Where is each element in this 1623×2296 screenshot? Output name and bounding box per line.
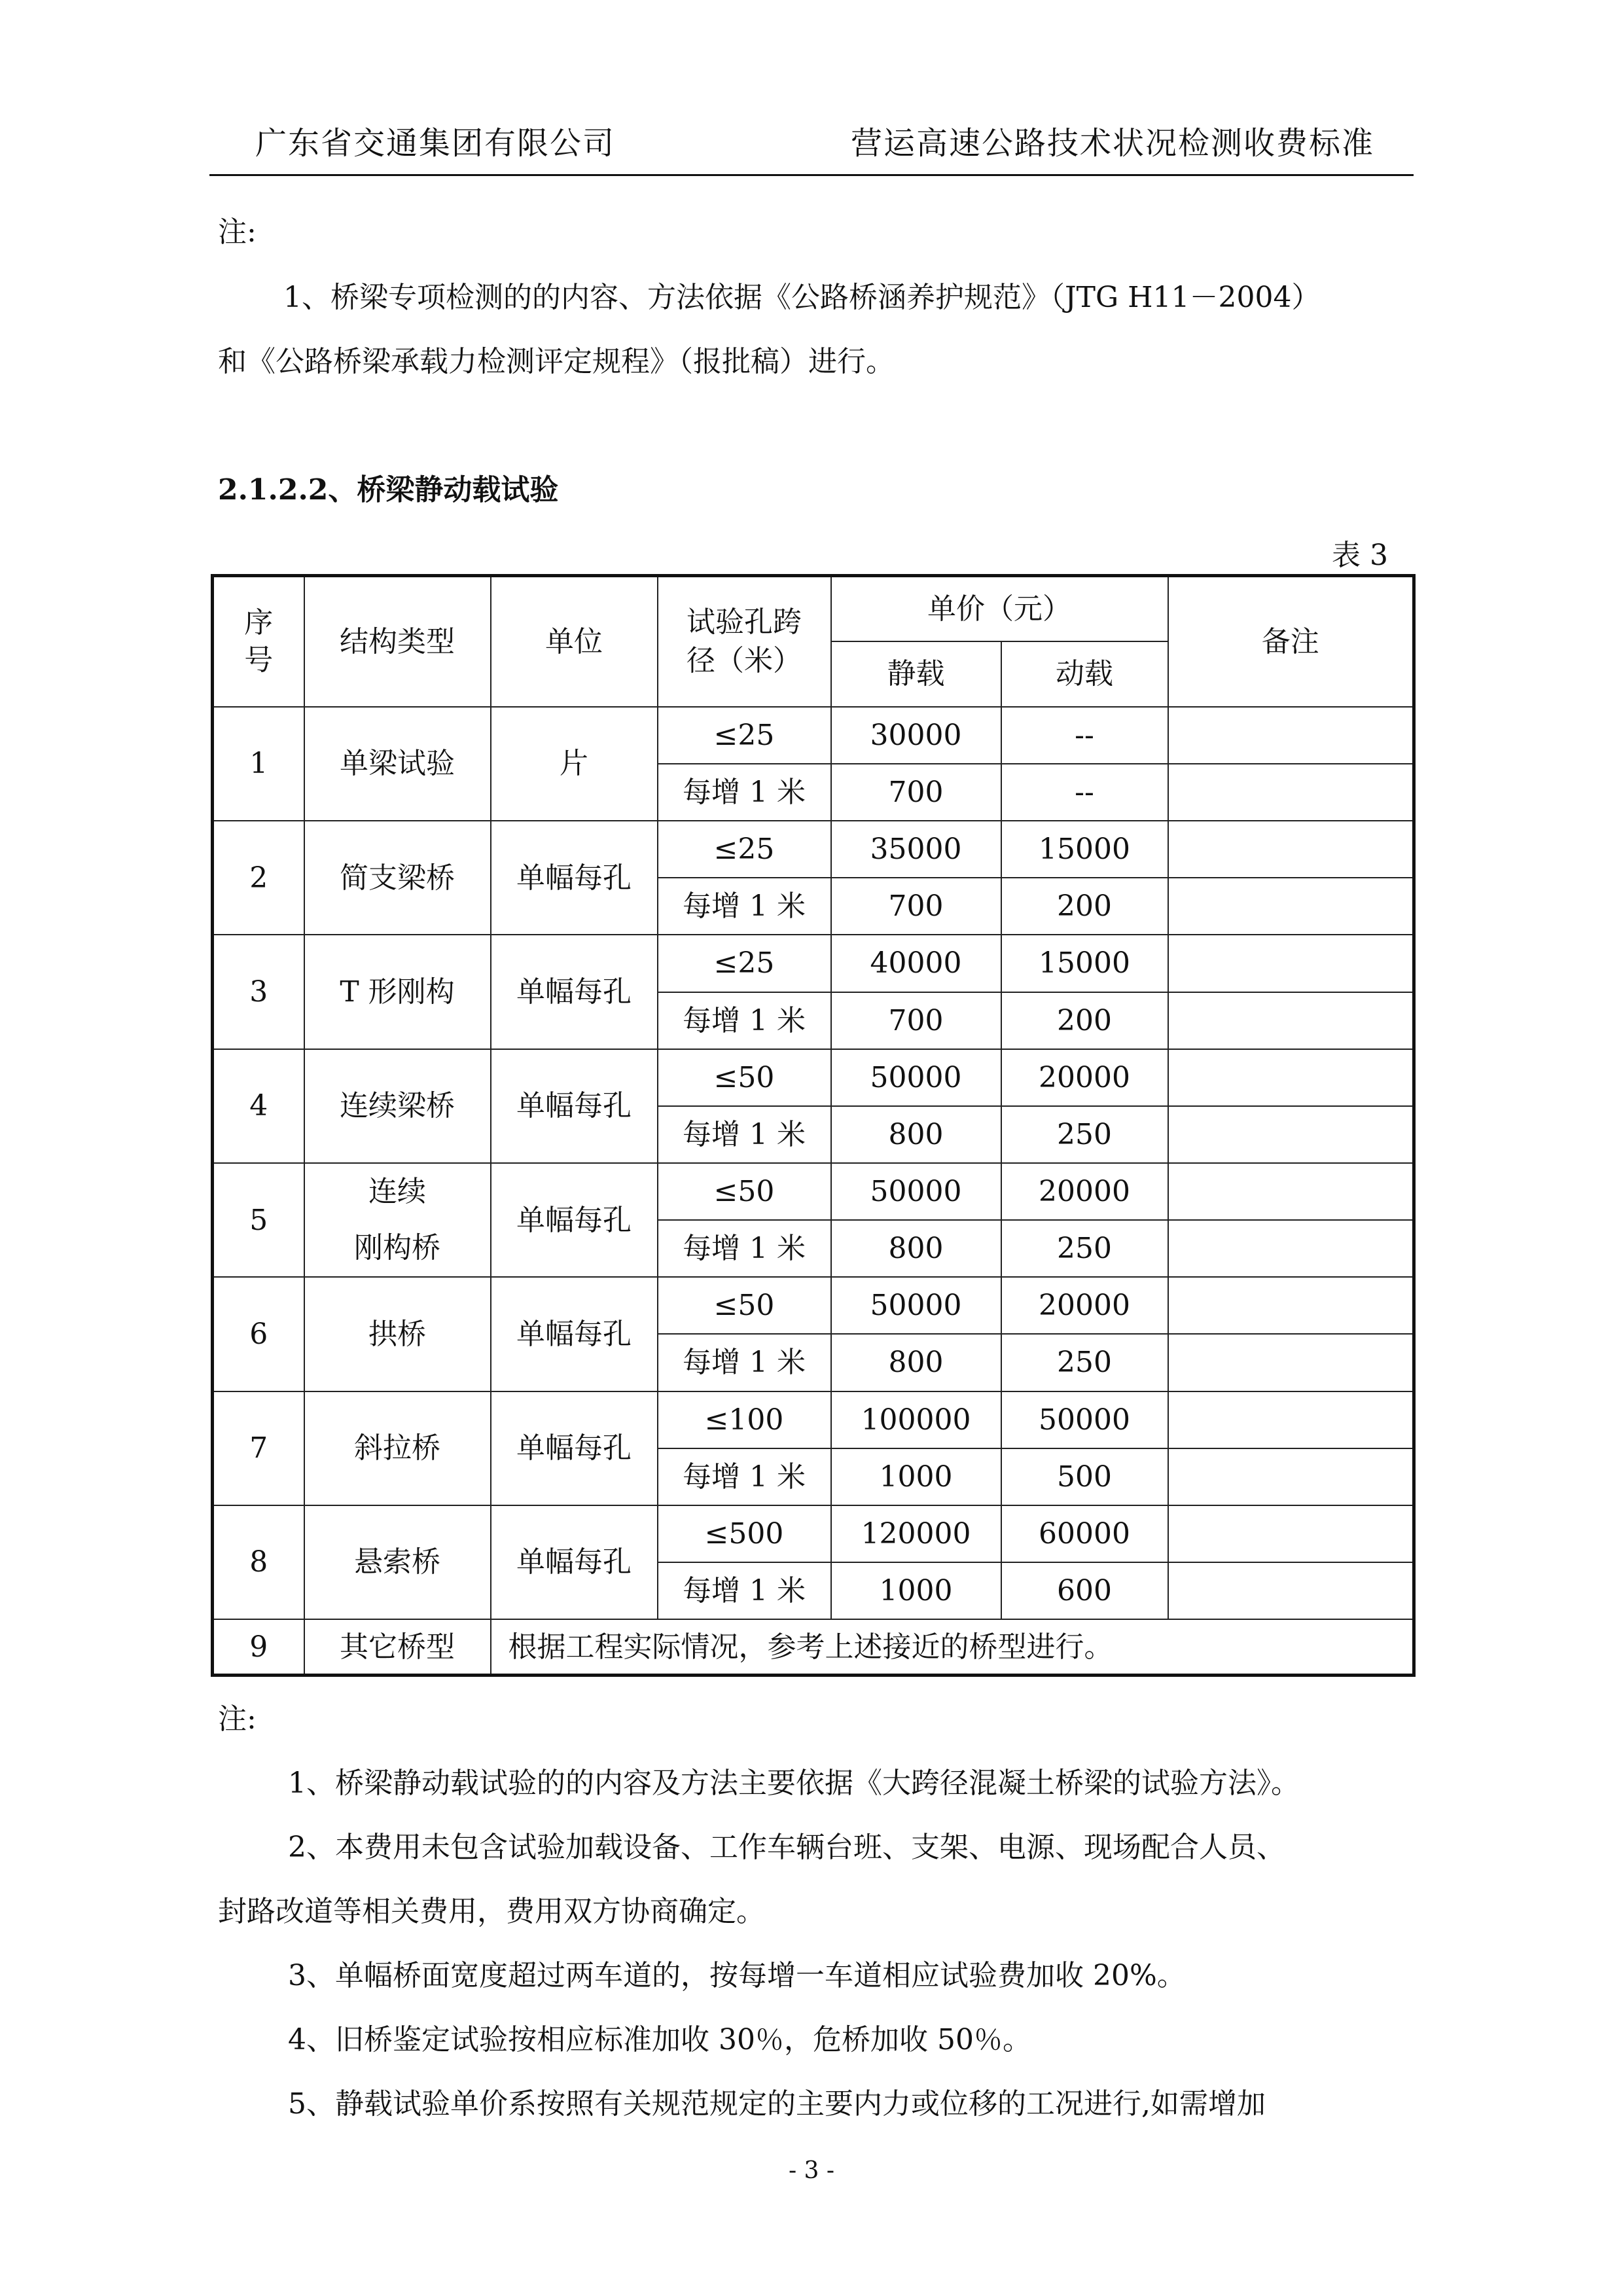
row-remark bbox=[1168, 1277, 1414, 1334]
header-document-title: 营运高速公路技术状况检测收费标准 bbox=[850, 125, 1374, 162]
table-row bbox=[213, 935, 1414, 992]
row-remark bbox=[1168, 992, 1414, 1049]
row-span-base: ≤25 bbox=[658, 935, 831, 992]
row-span-increment: 每增 1 米 bbox=[658, 1334, 831, 1391]
bottom-note-1: 1、桥梁静动载试验的的内容及方法主要依据《大跨径混凝土桥梁的试验方法》。 bbox=[288, 1767, 1300, 1800]
row-structure-type: 简支梁桥 bbox=[304, 821, 491, 935]
row-unit: 片 bbox=[491, 707, 658, 821]
row-static-increment: 800 bbox=[831, 1334, 1001, 1391]
row-static-increment: 800 bbox=[831, 1106, 1001, 1163]
row-unit: 单幅每孔 bbox=[491, 1391, 658, 1505]
row-index: 8 bbox=[213, 1505, 304, 1619]
row-span-increment: 每增 1 米 bbox=[658, 1448, 831, 1505]
row-dynamic-increment: 200 bbox=[1001, 992, 1168, 1049]
row-structure-type: 斜拉桥 bbox=[304, 1391, 491, 1505]
row-span-increment: 每增 1 米 bbox=[658, 1220, 831, 1277]
row-dynamic-base: 60000 bbox=[1001, 1505, 1168, 1562]
table-row bbox=[213, 1049, 1414, 1106]
row-span-increment: 每增 1 米 bbox=[658, 878, 831, 935]
page-header bbox=[209, 110, 1414, 175]
row-dynamic-base: -- bbox=[1001, 707, 1168, 764]
row-static-base: 50000 bbox=[831, 1049, 1001, 1106]
row-span-base: ≤50 bbox=[658, 1277, 831, 1334]
row-remark bbox=[1168, 935, 1414, 992]
row-structure-type: 单梁试验 bbox=[304, 707, 491, 821]
header-organization: 广东省交通集团有限公司 bbox=[255, 125, 616, 162]
bottom-note-5: 5、静载试验单价系按照有关规范规定的主要内力或位移的工况进行,如需增加 bbox=[288, 2087, 1266, 2121]
row-dynamic-increment: 250 bbox=[1001, 1334, 1168, 1391]
row-remark bbox=[1168, 1562, 1414, 1619]
row-index: 9 bbox=[213, 1619, 304, 1675]
row-span-base: ≤50 bbox=[658, 1049, 831, 1106]
row-span-increment: 每增 1 米 bbox=[658, 992, 831, 1049]
row-dynamic-base: 20000 bbox=[1001, 1277, 1168, 1334]
row-index: 1 bbox=[213, 707, 304, 821]
row-dynamic-base: 15000 bbox=[1001, 935, 1168, 992]
row-static-increment: 700 bbox=[831, 764, 1001, 821]
row-static-increment: 1000 bbox=[831, 1562, 1001, 1619]
row-static-base: 35000 bbox=[831, 821, 1001, 878]
header-unit: 单位 bbox=[491, 576, 658, 707]
row-structure-type-line-1: 连续 bbox=[368, 1175, 426, 1209]
bottom-notes-label: 注: bbox=[218, 1702, 257, 1736]
row-static-base: 120000 bbox=[831, 1505, 1001, 1562]
header-static-load: 静载 bbox=[831, 641, 1001, 707]
row-unit: 单幅每孔 bbox=[491, 935, 658, 1049]
row-dynamic-increment: 200 bbox=[1001, 878, 1168, 935]
row-remark bbox=[1168, 1106, 1414, 1163]
row-dynamic-increment: 500 bbox=[1001, 1448, 1168, 1505]
table-row bbox=[213, 1163, 1414, 1220]
row-structure-type: 连续梁桥 bbox=[304, 1049, 491, 1163]
row-span-increment: 每增 1 米 bbox=[658, 1106, 831, 1163]
row-static-base: 50000 bbox=[831, 1277, 1001, 1334]
row-span-base: ≤25 bbox=[658, 821, 831, 878]
table-caption: 表 3 bbox=[1332, 539, 1388, 572]
row-unit: 单幅每孔 bbox=[491, 1505, 658, 1619]
row-span-increment: 每增 1 米 bbox=[658, 1562, 831, 1619]
table-row bbox=[213, 1619, 1414, 1675]
row-index: 5 bbox=[213, 1163, 304, 1277]
table-header-row bbox=[213, 576, 1414, 641]
table-row bbox=[213, 707, 1414, 764]
row-remark bbox=[1168, 821, 1414, 878]
row-index: 2 bbox=[213, 821, 304, 935]
row-static-base: 50000 bbox=[831, 1163, 1001, 1220]
header-unit-price: 单价（元） bbox=[831, 576, 1168, 641]
top-note-1-line-2: 和《公路桥梁承载力检测评定规程》（报批稿）进行。 bbox=[218, 345, 895, 378]
row-static-base: 30000 bbox=[831, 707, 1001, 764]
row-structure-type: 悬索桥 bbox=[304, 1505, 491, 1619]
row-unit: 单幅每孔 bbox=[491, 1163, 658, 1277]
row-remark bbox=[1168, 1163, 1414, 1220]
bottom-note-3: 3、单幅桥面宽度超过两车道的，按每增一车道相应试验费加收 20%。 bbox=[288, 1959, 1186, 1992]
row-span-base: ≤50 bbox=[658, 1163, 831, 1220]
row-structure-type: 其它桥型 bbox=[304, 1619, 491, 1675]
header-index: 序号 bbox=[213, 576, 304, 707]
row-remark bbox=[1168, 1049, 1414, 1106]
row-index: 6 bbox=[213, 1277, 304, 1391]
top-notes-label: 注: bbox=[218, 215, 257, 249]
row-unit: 单幅每孔 bbox=[491, 821, 658, 935]
row-unit: 单幅每孔 bbox=[491, 1049, 658, 1163]
bottom-note-2-line-1: 2、本费用未包含试验加载设备、工作车辆台班、支架、电源、现场配合人员、 bbox=[288, 1831, 1285, 1864]
row-remark bbox=[1168, 707, 1414, 764]
row-static-increment: 800 bbox=[831, 1220, 1001, 1277]
row-structure-type: 拱桥 bbox=[304, 1277, 491, 1391]
row-static-base: 100000 bbox=[831, 1391, 1001, 1448]
table-row bbox=[213, 1391, 1414, 1448]
table-row bbox=[213, 1505, 1414, 1562]
row-remark bbox=[1168, 1391, 1414, 1448]
bottom-note-4: 4、旧桥鉴定试验按相应标准加收 30％，危桥加收 50％。 bbox=[288, 2023, 1031, 2056]
row-structure-type: T 形刚构 bbox=[304, 935, 491, 1049]
row-dynamic-base: 50000 bbox=[1001, 1391, 1168, 1448]
row-remark bbox=[1168, 878, 1414, 935]
header-remark: 备注 bbox=[1168, 576, 1414, 707]
row-span-base: ≤25 bbox=[658, 707, 831, 764]
row-dynamic-increment: 250 bbox=[1001, 1220, 1168, 1277]
row-remark bbox=[1168, 1448, 1414, 1505]
row-dynamic-base: 20000 bbox=[1001, 1049, 1168, 1106]
row-index: 3 bbox=[213, 935, 304, 1049]
row-static-increment: 700 bbox=[831, 992, 1001, 1049]
row-remark bbox=[1168, 1505, 1414, 1562]
section-heading: 2.1.2.2、桥梁静动载试验 bbox=[218, 473, 559, 507]
page-number: - 3 - bbox=[788, 2157, 835, 2184]
row-static-increment: 1000 bbox=[831, 1448, 1001, 1505]
header-rule bbox=[209, 174, 1414, 176]
row-remark bbox=[1168, 1220, 1414, 1277]
row-dynamic-increment: 600 bbox=[1001, 1562, 1168, 1619]
row-span-base: ≤500 bbox=[658, 1505, 831, 1562]
header-structure-type: 结构类型 bbox=[304, 576, 491, 707]
row-structure-type bbox=[304, 1163, 491, 1277]
row-dynamic-base: 15000 bbox=[1001, 821, 1168, 878]
row-structure-type-line-2: 刚构桥 bbox=[354, 1231, 440, 1265]
row-span-base: ≤100 bbox=[658, 1391, 831, 1448]
top-note-1-line-1: 1、桥梁专项检测的的内容、方法依据《公路桥涵养护规范》（JTG H11－2004） bbox=[283, 281, 1321, 314]
row-remark bbox=[1168, 764, 1414, 821]
row-merged-description: 根据工程实际情况，参考上述接近的桥型进行。 bbox=[491, 1619, 1414, 1675]
row-index: 4 bbox=[213, 1049, 304, 1163]
row-remark bbox=[1168, 1334, 1414, 1391]
bridge-load-test-table bbox=[211, 574, 1416, 1677]
row-span-increment: 每增 1 米 bbox=[658, 764, 831, 821]
row-dynamic-increment: 250 bbox=[1001, 1106, 1168, 1163]
row-dynamic-increment: -- bbox=[1001, 764, 1168, 821]
table-row bbox=[213, 821, 1414, 878]
row-index: 7 bbox=[213, 1391, 304, 1505]
bottom-note-2-line-2: 封路改道等相关费用，费用双方协商确定。 bbox=[218, 1895, 765, 1928]
row-static-base: 40000 bbox=[831, 935, 1001, 992]
header-dynamic-load: 动载 bbox=[1001, 641, 1168, 707]
header-span: 试验孔跨径（米） bbox=[658, 576, 831, 707]
row-unit: 单幅每孔 bbox=[491, 1277, 658, 1391]
table-row bbox=[213, 1277, 1414, 1334]
row-dynamic-base: 20000 bbox=[1001, 1163, 1168, 1220]
row-static-increment: 700 bbox=[831, 878, 1001, 935]
